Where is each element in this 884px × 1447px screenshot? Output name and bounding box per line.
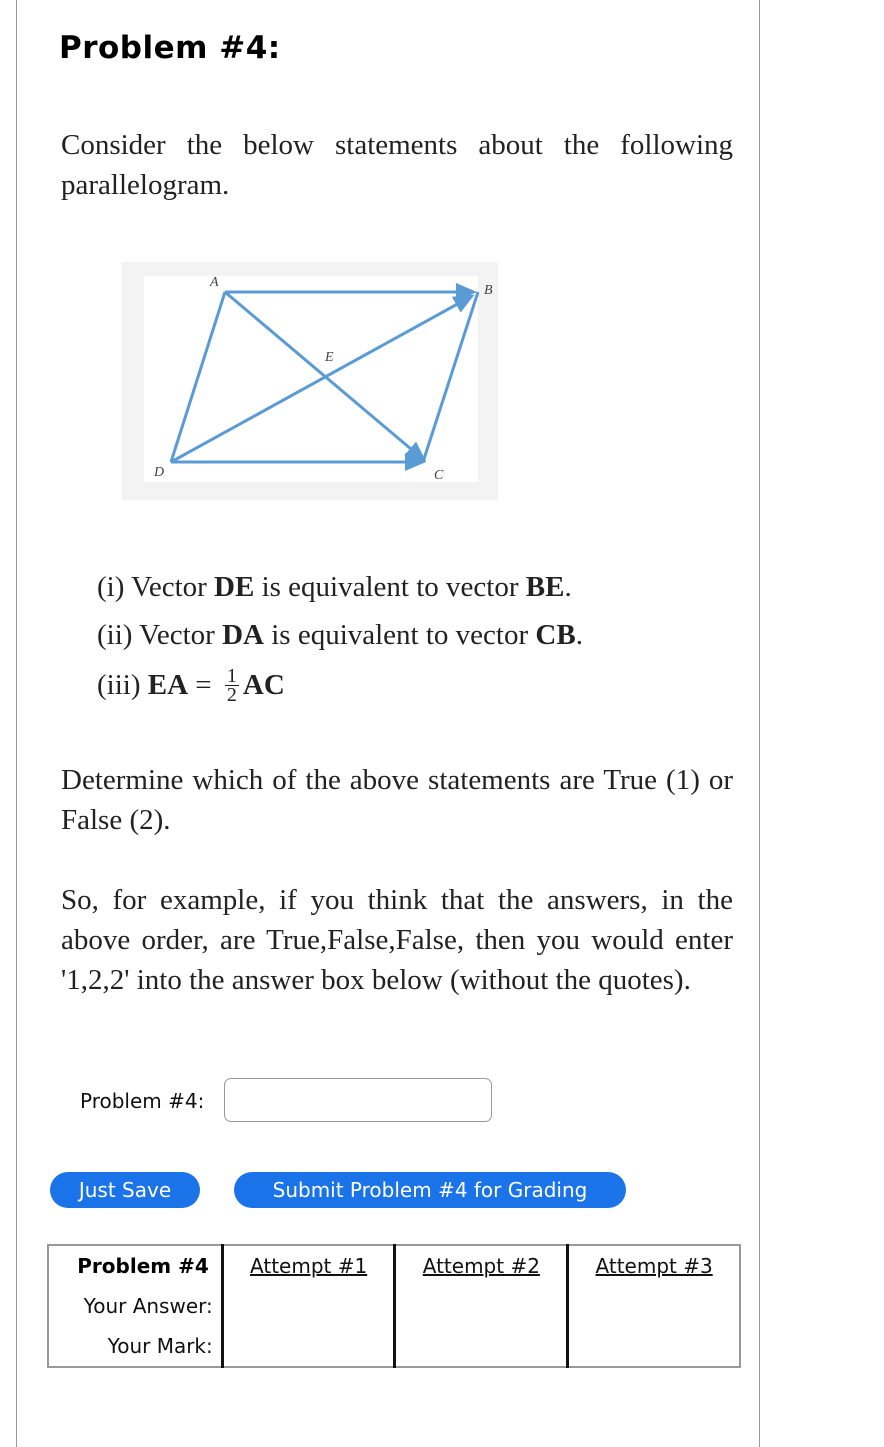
table-row-your-answer: [48, 1286, 740, 1326]
submit-for-grading-button[interactable]: Submit Problem #4 for Grading: [234, 1172, 626, 1208]
statement-1-suffix: .: [564, 571, 572, 603]
statement-3-equals: =: [188, 669, 219, 701]
parallelogram-diagram: [122, 262, 498, 500]
statement-2-vector-2: CB: [535, 619, 576, 651]
problem-panel: [16, 0, 760, 1447]
statement-1-vector-2: BE: [525, 571, 565, 603]
determine-instructions: Determine which of the above statements are True (1) or False (2).: [61, 764, 733, 836]
statement-3-vector-2: AC: [242, 669, 285, 701]
attempt-3-link[interactable]: Attempt #3: [568, 1245, 740, 1286]
problem-intro: Consider the below statements about the following parallelogram.: [61, 129, 733, 201]
statement-2-suffix: .: [575, 619, 583, 651]
attempt-3-answer-cell: [568, 1286, 740, 1326]
attempt-1-link[interactable]: Attempt #1: [222, 1245, 395, 1286]
point-label-e: E: [325, 350, 334, 365]
table-row-your-mark: [48, 1326, 740, 1367]
statement-1: [97, 567, 572, 607]
vertex-label-c: C: [434, 468, 444, 483]
answer-input[interactable]: [224, 1078, 492, 1122]
table-header-row: [48, 1245, 740, 1286]
attempt-1-answer-cell: [222, 1286, 395, 1326]
your-answer-label: Your Answer:: [83, 1294, 213, 1318]
statement-1-middle: is equivalent to vector: [254, 571, 526, 603]
attempt-2-answer-cell: [395, 1286, 568, 1326]
statement-1-vector-1: DE: [214, 571, 255, 603]
answer-label: Problem #4:: [80, 1089, 205, 1113]
attempt-2-mark-cell: [395, 1326, 568, 1367]
statement-2-prefix: (ii) Vector: [97, 619, 223, 651]
fraction-denominator: 2: [226, 683, 237, 706]
statement-2: [97, 615, 583, 655]
vertex-label-b: B: [484, 283, 493, 298]
just-save-button[interactable]: Just Save: [50, 1172, 200, 1208]
statement-3-fraction: [225, 664, 239, 706]
fraction-numerator: 1: [226, 664, 237, 687]
vertex-label-d: D: [154, 465, 165, 480]
problem-title: Problem #4:: [59, 30, 281, 66]
statement-3-vector-1: EA: [147, 669, 189, 701]
your-mark-label: Your Mark:: [107, 1334, 213, 1358]
statement-2-vector-1: DA: [222, 619, 264, 651]
attempts-table: [47, 1244, 741, 1368]
table-header-problem: Problem #4: [77, 1254, 209, 1278]
attempt-2-link[interactable]: Attempt #2: [395, 1245, 568, 1286]
statement-1-prefix: (i) Vector: [97, 571, 215, 603]
statement-3: [97, 665, 285, 706]
statement-3-prefix: (iii): [97, 669, 148, 701]
attempt-1-mark-cell: [222, 1326, 395, 1367]
statement-2-middle: is equivalent to vector: [263, 619, 536, 651]
attempt-3-mark-cell: [568, 1326, 740, 1367]
example-instructions: So, for example, if you think that the answers, in the above order, are True,False,False, then you would enter '1,2,2' into the answer box below (without the quotes).: [61, 884, 733, 996]
parallelogram-figure: [122, 262, 498, 500]
vertex-label-a: A: [210, 275, 219, 290]
